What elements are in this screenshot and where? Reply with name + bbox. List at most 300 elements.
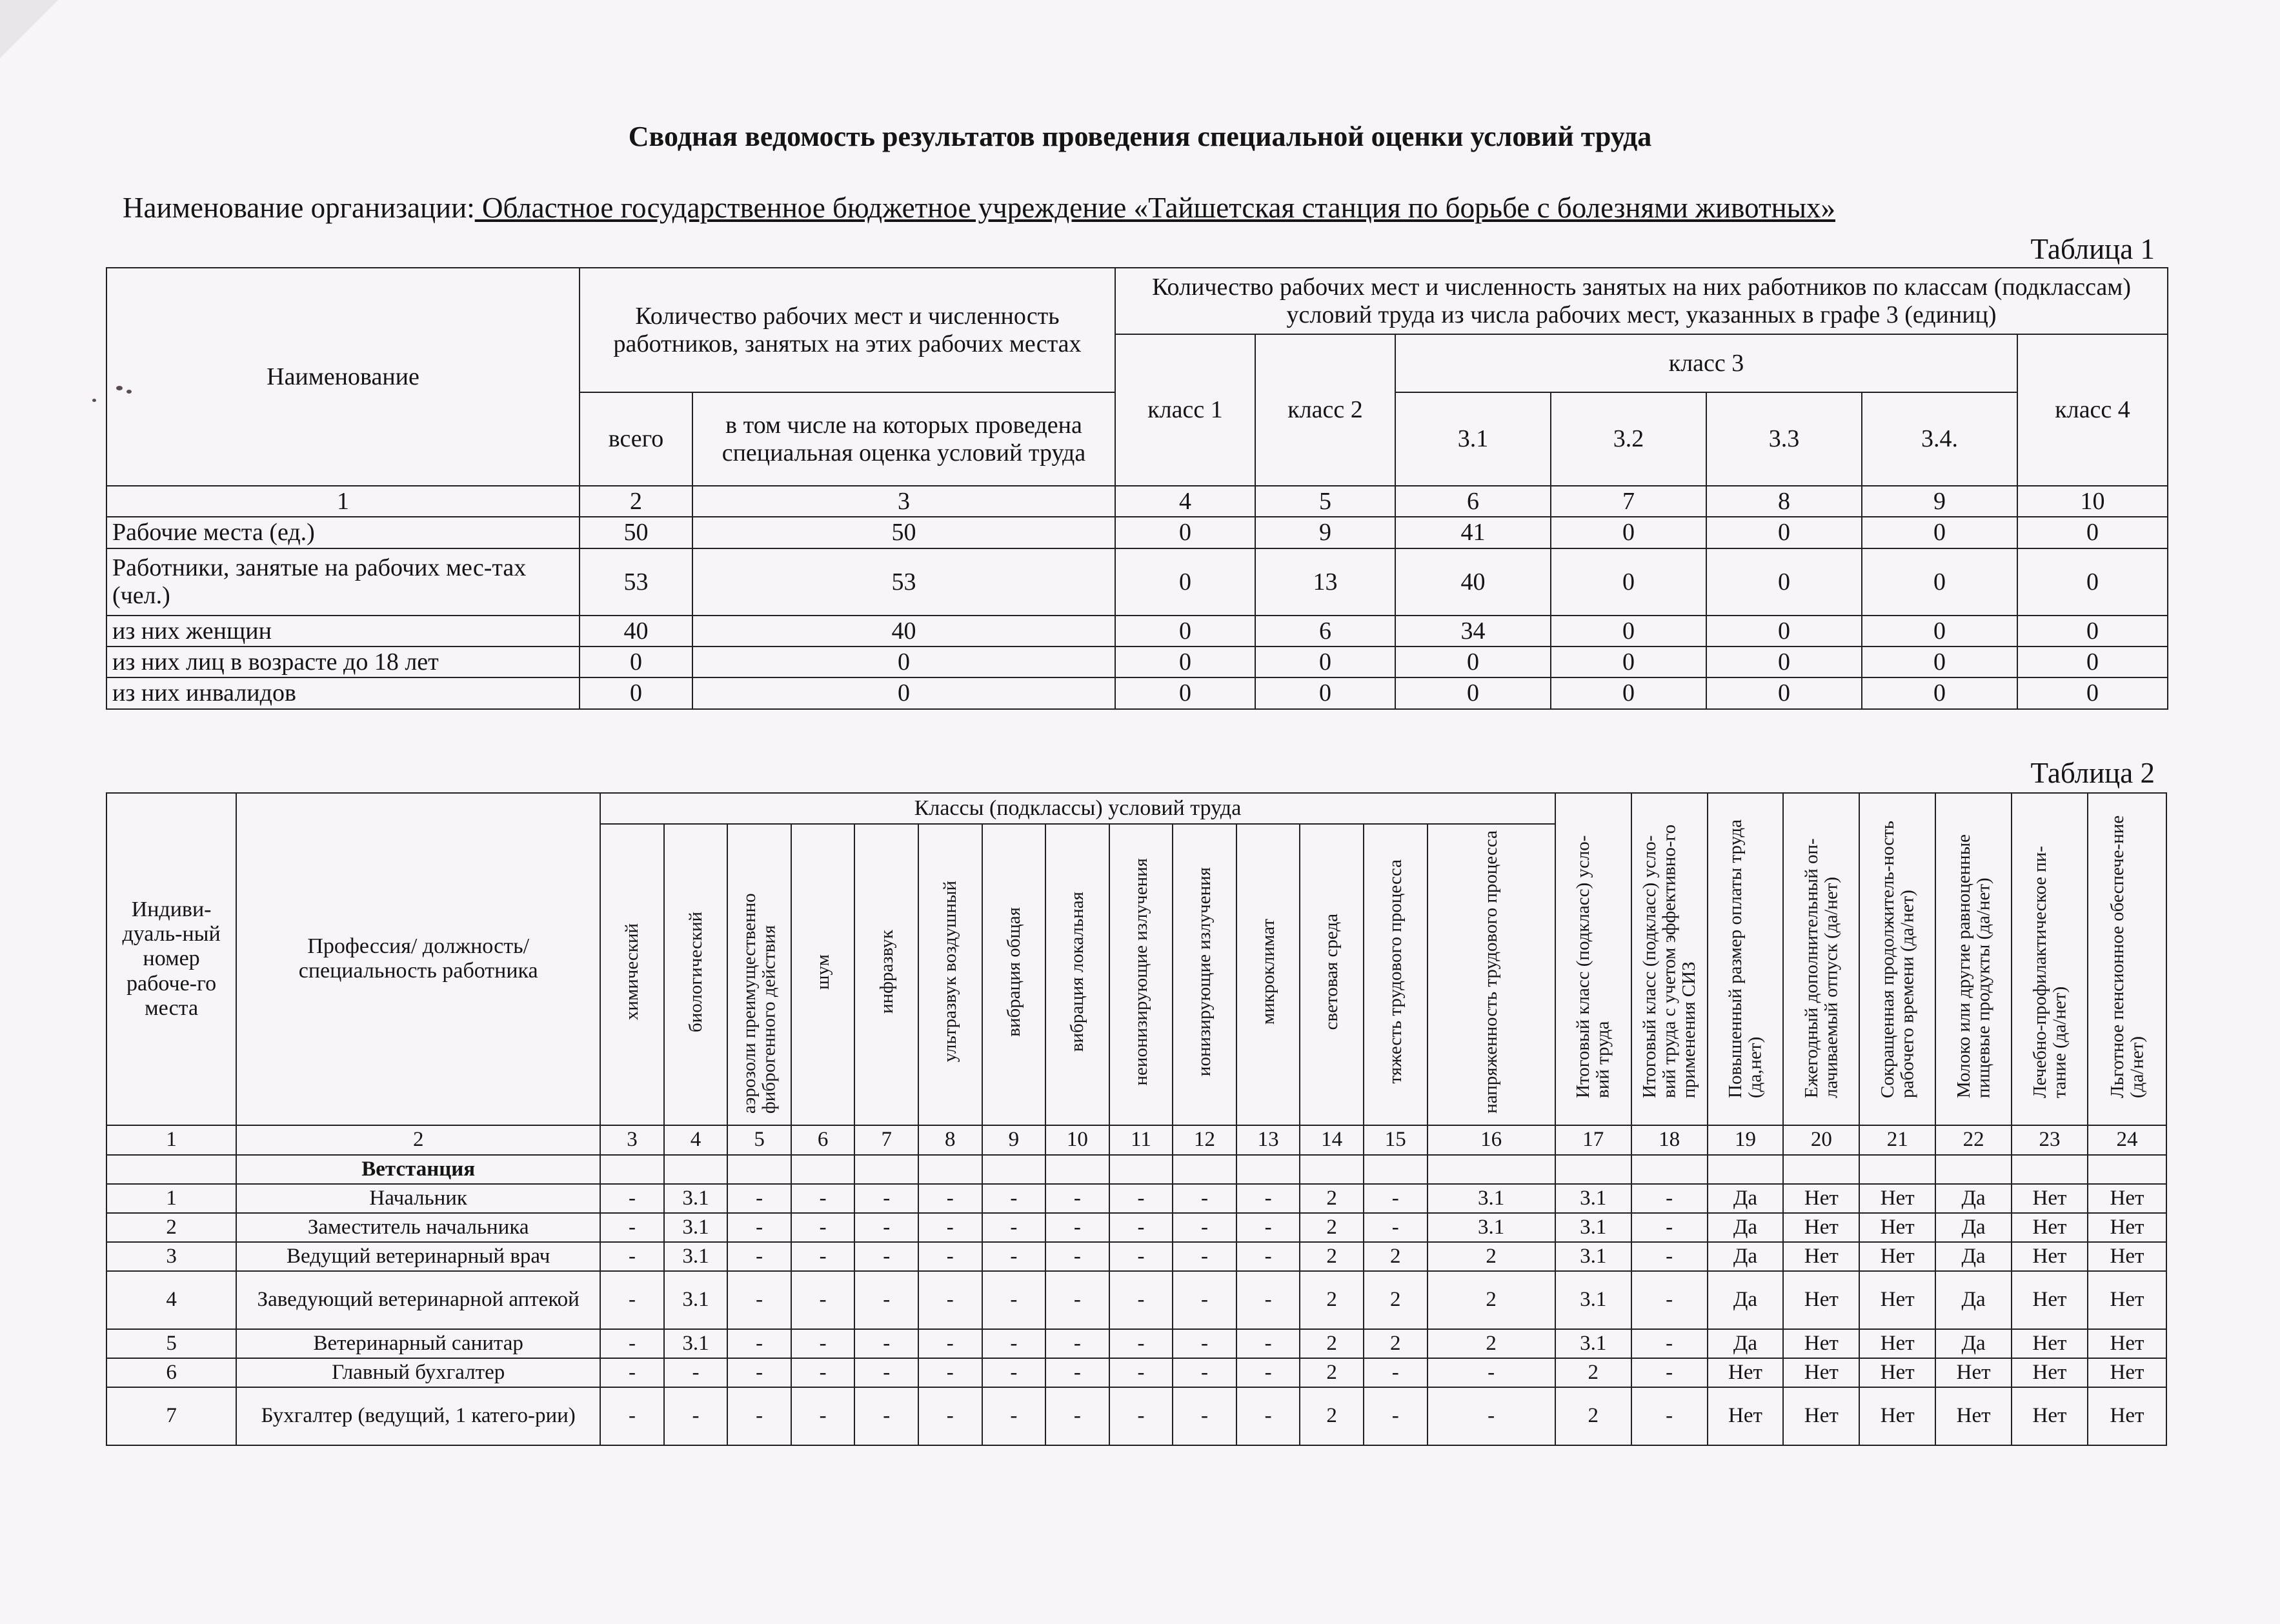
t2-cell: -: [1631, 1387, 1708, 1445]
t1-cell: 0: [1862, 517, 2017, 548]
t2-cell: 2: [1364, 1271, 1428, 1329]
t2-header-factor: напряженность трудового процесса: [1428, 824, 1555, 1125]
t2-cell: Нет: [1859, 1387, 1935, 1445]
t1-col-number: 1: [106, 486, 580, 517]
t1-row-name: из них женщин: [106, 616, 580, 647]
t2-col-number: 20: [1783, 1125, 1859, 1155]
table-row: [106, 1184, 2166, 1213]
t2-cell: -: [791, 1329, 855, 1358]
t2-cell: -: [918, 1358, 982, 1387]
t2-cell: -: [982, 1358, 1046, 1387]
t2-cell: -: [1173, 1242, 1236, 1271]
t2-cell: -: [1236, 1329, 1300, 1358]
t2-cell: Нет: [1859, 1184, 1935, 1213]
t2-cell: Нет: [1783, 1242, 1859, 1271]
t2-cell: 3.1: [1555, 1242, 1631, 1271]
section-row: [106, 1155, 2166, 1184]
t2-header-factor: вибрация общая: [982, 824, 1046, 1125]
t2-cell: Нет: [2012, 1271, 2088, 1329]
t1-cell: 0: [1115, 548, 1255, 616]
t1-header-total: всего: [580, 392, 692, 486]
t2-header-factor: световая среда: [1300, 824, 1364, 1125]
t2-cell: Да: [1935, 1329, 2012, 1358]
t2-cell: -: [727, 1213, 791, 1242]
t2-cell: 2: [1300, 1358, 1364, 1387]
t2-cell: -: [791, 1271, 855, 1329]
t1-cell: 0: [1255, 647, 1395, 677]
t1-col-number: 5: [1255, 486, 1395, 517]
t2-header-factor: шум: [791, 824, 855, 1125]
t2-cell: -: [1631, 1213, 1708, 1242]
table-row: [106, 517, 2168, 548]
organization-line: [123, 191, 1835, 225]
t1-cell: 0: [1551, 517, 1706, 548]
t2-header-factor: химический: [600, 824, 664, 1125]
t2-cell: -: [727, 1242, 791, 1271]
t2-cell: 2: [1300, 1184, 1364, 1213]
t2-header-factor: вибрация локальная: [1045, 824, 1109, 1125]
t2-cell: -: [1364, 1387, 1428, 1445]
t1-cell: 40: [1395, 548, 1551, 616]
t2-cell: Нет: [2088, 1184, 2166, 1213]
t2-cell: -: [1173, 1184, 1236, 1213]
t2-cell: -: [854, 1184, 918, 1213]
t2-cell: -: [854, 1271, 918, 1329]
t2-cell: -: [1173, 1329, 1236, 1358]
t1-cell: 41: [1395, 517, 1551, 548]
t1-cell: 0: [2017, 647, 2168, 677]
t1-col-number: 7: [1551, 486, 1706, 517]
t2-cell: -: [791, 1242, 855, 1271]
t2-cell: 2: [1555, 1358, 1631, 1387]
t1-cell: 0: [1862, 616, 2017, 647]
t2-cell: -: [727, 1184, 791, 1213]
t2-col-number: 23: [2012, 1125, 2088, 1155]
t1-cell: 0: [1862, 647, 2017, 677]
workplace-id: 5: [106, 1329, 236, 1358]
t2-cell: Нет: [1935, 1358, 2012, 1387]
t1-cell: 0: [1115, 517, 1255, 548]
profession-name: Главный бухгалтер: [236, 1358, 600, 1387]
t1-cell: 0: [1706, 616, 1862, 647]
t2-header-factor: микроклимат: [1236, 824, 1300, 1125]
t1-header-name: Наименование: [106, 268, 580, 486]
table-row: [106, 548, 2168, 616]
table-row: [106, 677, 2168, 709]
t1-cell: 50: [580, 517, 692, 548]
t2-cell: -: [854, 1213, 918, 1242]
t2-col-number: 16: [1428, 1125, 1555, 1155]
t2-cell: -: [1045, 1242, 1109, 1271]
t2-cell: -: [854, 1242, 918, 1271]
t2-cell: -: [1631, 1242, 1708, 1271]
t2-cell: -: [1109, 1358, 1173, 1387]
t2-cell: -: [1173, 1358, 1236, 1387]
t1-cell: 0: [580, 677, 692, 709]
t1-cell: 0: [1255, 677, 1395, 709]
t1-header-class3: класс 3: [1395, 334, 2017, 392]
t1-cell: 0: [1395, 647, 1551, 677]
t1-cell: 0: [1115, 647, 1255, 677]
t1-col-number: 4: [1115, 486, 1255, 517]
t1-row-name: Работники, занятые на рабочих мес-тах (чел.): [106, 548, 580, 616]
t2-cell: -: [1364, 1358, 1428, 1387]
summary-table-2: [106, 792, 2167, 1446]
t2-cell: -: [854, 1358, 918, 1387]
t1-cell: 0: [1551, 548, 1706, 616]
t2-cell: 2: [1428, 1242, 1555, 1271]
workplace-id: 3: [106, 1242, 236, 1271]
t2-cell: 3.1: [1555, 1329, 1631, 1358]
t2-cell: Нет: [2088, 1329, 2166, 1358]
t2-cell: Нет: [1708, 1358, 1784, 1387]
t2-cell: -: [1045, 1329, 1109, 1358]
t2-cell: Нет: [1783, 1387, 1859, 1445]
t2-cell: Нет: [2012, 1358, 2088, 1387]
workplace-id: 6: [106, 1358, 236, 1387]
t1-cell: 40: [692, 616, 1115, 647]
t1-row-name: Рабочие места (ед.): [106, 517, 580, 548]
t2-cell: -: [727, 1271, 791, 1329]
t2-col-number: 19: [1708, 1125, 1784, 1155]
t2-col-number: 5: [727, 1125, 791, 1155]
t1-cell: 13: [1255, 548, 1395, 616]
t1-cell: 0: [2017, 677, 2168, 709]
t2-cell: -: [1045, 1184, 1109, 1213]
t2-cell: Нет: [2012, 1213, 2088, 1242]
t2-cell: Нет: [1783, 1271, 1859, 1329]
t1-number-row: [106, 486, 2168, 517]
t2-header-factor: инфразвук: [854, 824, 918, 1125]
t2-cell: -: [982, 1213, 1046, 1242]
t2-cell: Нет: [2088, 1387, 2166, 1445]
t1-header-sub-3-4: 3.4.: [1862, 392, 2017, 486]
t2-header-factor: аэрозоли преимущественно фиброгенного действия: [727, 824, 791, 1125]
organization-label: Наименование организации:: [123, 192, 475, 224]
t2-cell: -: [1109, 1213, 1173, 1242]
t1-cell: 0: [1551, 677, 1706, 709]
t1-header-count-group: Количество рабочих мест и численность работников, занятых на этих рабочих местах: [580, 268, 1115, 392]
t1-cell: 53: [580, 548, 692, 616]
t2-cell: 3.1: [1555, 1213, 1631, 1242]
t2-cell: 3.1: [1428, 1184, 1555, 1213]
table1-caption: Таблица 1: [2030, 233, 2155, 265]
t2-col-number: 2: [236, 1125, 600, 1155]
profession-name: Бухгалтер (ведущий, 1 катего-рии): [236, 1387, 600, 1445]
t2-cell: -: [1045, 1271, 1109, 1329]
t2-cell: Да: [1708, 1242, 1784, 1271]
table-row: [106, 1329, 2166, 1358]
t2-cell: 3.1: [1428, 1213, 1555, 1242]
t2-cell: -: [1173, 1271, 1236, 1329]
t2-cell: Да: [1708, 1329, 1784, 1358]
t1-cell: 0: [1862, 677, 2017, 709]
t2-cell: -: [982, 1271, 1046, 1329]
table-row: [106, 616, 2168, 647]
t2-cell: -: [600, 1242, 664, 1271]
t2-cell: Нет: [1859, 1329, 1935, 1358]
t2-cell: Нет: [2088, 1242, 2166, 1271]
t2-header-factor: биологический: [664, 824, 728, 1125]
t2-cell: Да: [1935, 1271, 2012, 1329]
t2-cell: -: [600, 1387, 664, 1445]
t2-cell: Нет: [2012, 1184, 2088, 1213]
t1-cell: 34: [1395, 616, 1551, 647]
t2-cell: -: [918, 1184, 982, 1213]
t2-cell: -: [600, 1184, 664, 1213]
t2-cell: Да: [1708, 1213, 1784, 1242]
t2-cell: -: [727, 1358, 791, 1387]
t2-cell: -: [1173, 1387, 1236, 1445]
t1-col-number: 3: [692, 486, 1115, 517]
t2-col-number: 14: [1300, 1125, 1364, 1155]
t2-cell: Да: [1935, 1184, 2012, 1213]
workplace-id: 2: [106, 1213, 236, 1242]
section-title: Ветстанция: [236, 1155, 600, 1184]
profession-name: Начальник: [236, 1184, 600, 1213]
table-row: [106, 1271, 2166, 1329]
t2-cell: Нет: [2088, 1213, 2166, 1242]
t2-cell: -: [982, 1387, 1046, 1445]
t2-cell: 2: [1428, 1329, 1555, 1358]
t2-cell: -: [664, 1358, 728, 1387]
t1-cell: 40: [580, 616, 692, 647]
t2-cell: -: [600, 1358, 664, 1387]
t1-col-number: 9: [1862, 486, 2017, 517]
t2-cell: Нет: [2012, 1242, 2088, 1271]
t2-cell: -: [1364, 1184, 1428, 1213]
t2-cell: -: [791, 1184, 855, 1213]
t2-col-number: 9: [982, 1125, 1046, 1155]
t2-cell: Да: [1935, 1213, 2012, 1242]
t2-col-number: 1: [106, 1125, 236, 1155]
t2-cell: -: [1109, 1242, 1173, 1271]
t2-header-result: Итоговый класс (подкласс) усло-вий труда с учетом эффективно-го применения СИЗ: [1631, 793, 1708, 1125]
t1-cell: 50: [692, 517, 1115, 548]
t1-header-assessed: в том числе на которых проведена специальная оценка условий труда: [692, 392, 1115, 486]
t2-header-result: Повышенный размер оплаты труда (да,нет): [1708, 793, 1784, 1125]
t1-cell: 0: [1706, 548, 1862, 616]
t2-cell: -: [982, 1242, 1046, 1271]
t1-cell: 0: [1115, 677, 1255, 709]
t1-header-class2: класс 2: [1255, 334, 1395, 486]
t2-header-result: Итоговый класс (подкласс) усло-вий труда: [1555, 793, 1631, 1125]
t1-header-class1: класс 1: [1115, 334, 1255, 486]
t2-cell: -: [1109, 1387, 1173, 1445]
t2-cell: -: [600, 1329, 664, 1358]
t2-col-number: 4: [664, 1125, 728, 1155]
t2-header-classes-group: Классы (подклассы) условий труда: [600, 793, 1555, 824]
t2-col-number: 21: [1859, 1125, 1935, 1155]
t2-cell: -: [600, 1271, 664, 1329]
t2-header-factor: неионизирующие излучения: [1109, 824, 1173, 1125]
t2-cell: -: [854, 1387, 918, 1445]
t1-col-number: 8: [1706, 486, 1862, 517]
t2-cell: -: [1045, 1358, 1109, 1387]
t2-cell: 2: [1364, 1242, 1428, 1271]
folded-corner: [0, 0, 58, 58]
t2-cell: -: [1631, 1358, 1708, 1387]
t2-header-result: Ежегодный дополнительный оп-лачиваемый отпуск (да/нет): [1783, 793, 1859, 1125]
t2-cell: -: [664, 1387, 728, 1445]
table-row: [106, 647, 2168, 677]
table-row: [106, 1213, 2166, 1242]
table-row: [106, 1387, 2166, 1445]
t2-col-number: 3: [600, 1125, 664, 1155]
t1-cell: 0: [692, 647, 1115, 677]
t2-col-number: 6: [791, 1125, 855, 1155]
t2-cell: -: [727, 1329, 791, 1358]
t2-cell: 2: [1428, 1271, 1555, 1329]
t1-cell: 0: [1706, 647, 1862, 677]
t2-cell: 2: [1300, 1271, 1364, 1329]
t2-cell: Нет: [1935, 1387, 2012, 1445]
summary-table-1: [106, 267, 2168, 710]
t2-cell: 2: [1300, 1387, 1364, 1445]
t1-cell: 0: [1706, 517, 1862, 548]
t2-cell: 3.1: [664, 1213, 728, 1242]
t2-cell: Да: [1708, 1184, 1784, 1213]
scan-speck: [92, 399, 96, 402]
t2-cell: -: [1631, 1271, 1708, 1329]
t2-cell: -: [1236, 1213, 1300, 1242]
t2-cell: -: [1631, 1329, 1708, 1358]
t1-cell: 6: [1255, 616, 1395, 647]
t2-cell: -: [1428, 1387, 1555, 1445]
t2-cell: -: [1045, 1387, 1109, 1445]
t2-cell: Нет: [1859, 1213, 1935, 1242]
t2-header-factor: тяжесть трудового процесса: [1364, 824, 1428, 1125]
t2-cell: Нет: [1783, 1329, 1859, 1358]
profession-name: Заведующий ветеринарной аптекой: [236, 1271, 600, 1329]
workplace-id: 7: [106, 1387, 236, 1445]
t1-row-name: из них инвалидов: [106, 677, 580, 709]
t2-col-number: 7: [854, 1125, 918, 1155]
t2-cell: -: [854, 1329, 918, 1358]
t1-header-sub-3-1: 3.1: [1395, 392, 1551, 486]
t1-col-number: 2: [580, 486, 692, 517]
t1-cell: 53: [692, 548, 1115, 616]
t2-cell: -: [1236, 1358, 1300, 1387]
t2-cell: -: [1045, 1213, 1109, 1242]
t2-cell: -: [1631, 1184, 1708, 1213]
t2-col-number: 18: [1631, 1125, 1708, 1155]
t1-col-number: 10: [2017, 486, 2168, 517]
t2-cell: -: [982, 1184, 1046, 1213]
t2-cell: -: [1109, 1329, 1173, 1358]
t1-header-sub-3-3: 3.3: [1706, 392, 1862, 486]
t2-cell: Да: [1935, 1242, 2012, 1271]
t2-cell: Нет: [2088, 1271, 2166, 1329]
t2-cell: Нет: [2088, 1358, 2166, 1387]
t2-cell: -: [1236, 1184, 1300, 1213]
t1-col-number: 6: [1395, 486, 1551, 517]
workplace-id: 1: [106, 1184, 236, 1213]
profession-name: Ветеринарный санитар: [236, 1329, 600, 1358]
t2-cell: -: [1236, 1387, 1300, 1445]
t2-header-profession: Профессия/ должность/ специальность работника: [236, 793, 600, 1125]
t2-col-number: 8: [918, 1125, 982, 1155]
t1-cell: 0: [692, 677, 1115, 709]
t2-cell: Нет: [1783, 1213, 1859, 1242]
t2-header-result: Сокращенная продолжитель-ность рабочего времени (да/нет): [1859, 793, 1935, 1125]
t2-cell: Нет: [1859, 1358, 1935, 1387]
t2-cell: Да: [1708, 1271, 1784, 1329]
t2-cell: -: [918, 1242, 982, 1271]
t2-cell: -: [918, 1329, 982, 1358]
t2-col-number: 13: [1236, 1125, 1300, 1155]
t2-cell: -: [1428, 1358, 1555, 1387]
t2-cell: -: [727, 1387, 791, 1445]
t2-cell: 3.1: [1555, 1184, 1631, 1213]
t2-header-result: Молоко или другие равноценные пищевые продукты (да/нет): [1935, 793, 2012, 1125]
t2-cell: -: [1109, 1184, 1173, 1213]
t2-cell: -: [918, 1213, 982, 1242]
t2-cell: 2: [1555, 1387, 1631, 1445]
t1-cell: 0: [1551, 616, 1706, 647]
t2-col-number: 12: [1173, 1125, 1236, 1155]
t2-cell: 2: [1300, 1329, 1364, 1358]
t2-col-number: 15: [1364, 1125, 1428, 1155]
t1-header-class4: класс 4: [2017, 334, 2168, 486]
t2-cell: 3.1: [664, 1184, 728, 1213]
t2-cell: -: [791, 1358, 855, 1387]
t2-col-number: 10: [1045, 1125, 1109, 1155]
t2-col-number: 11: [1109, 1125, 1173, 1155]
table-row: [106, 1242, 2166, 1271]
workplace-id: 4: [106, 1271, 236, 1329]
t2-cell: 3.1: [1555, 1271, 1631, 1329]
t2-header-factor: ультразвук воздушный: [918, 824, 982, 1125]
t1-cell: 9: [1255, 517, 1395, 548]
t1-row-name: из них лиц в возрасте до 18 лет: [106, 647, 580, 677]
t2-cell: Нет: [1783, 1358, 1859, 1387]
t2-col-number: 17: [1555, 1125, 1631, 1155]
t2-cell: Нет: [1859, 1242, 1935, 1271]
profession-name: Заместитель начальника: [236, 1213, 600, 1242]
t2-cell: 2: [1300, 1213, 1364, 1242]
t2-cell: -: [918, 1387, 982, 1445]
table2-caption: Таблица 2: [2030, 757, 2155, 789]
t2-cell: -: [1173, 1213, 1236, 1242]
t1-cell: 0: [1551, 647, 1706, 677]
t2-cell: -: [1364, 1213, 1428, 1242]
t2-cell: -: [918, 1271, 982, 1329]
t1-header-classes-group: Количество рабочих мест и численность занятых на них работников по классам (подклассам) условий труда из числа рабочих мест, указанных в графе 3 (единиц): [1115, 268, 2168, 334]
t2-cell: Нет: [1859, 1271, 1935, 1329]
t2-cell: 3.1: [664, 1329, 728, 1358]
t2-cell: -: [1109, 1271, 1173, 1329]
t2-cell: 3.1: [664, 1242, 728, 1271]
t2-header-result: Льготное пенсионное обеспече-ние (да/нет): [2088, 793, 2166, 1125]
t2-col-number: 24: [2088, 1125, 2166, 1155]
t2-cell: 2: [1300, 1242, 1364, 1271]
document-title: Сводная ведомость результатов проведения специальной оценки условий труда: [628, 121, 1652, 152]
t2-cell: Нет: [2012, 1329, 2088, 1358]
t2-header-result: Лечебно-профилактическое пи-тание (да/нет): [2012, 793, 2088, 1125]
t1-cell: 0: [1115, 616, 1255, 647]
t1-cell: 0: [1862, 548, 2017, 616]
t1-cell: 0: [1395, 677, 1551, 709]
t1-cell: 0: [2017, 616, 2168, 647]
t1-cell: 0: [2017, 517, 2168, 548]
organization-value: Областное государственное бюджетное учреждение «Тайшетская станция по борьбе с болезнями животных»: [474, 192, 1835, 224]
t2-cell: Нет: [1708, 1387, 1784, 1445]
t2-cell: -: [982, 1329, 1046, 1358]
t2-cell: -: [600, 1213, 664, 1242]
t1-header-sub-3-2: 3.2: [1551, 392, 1706, 486]
t2-cell: -: [791, 1213, 855, 1242]
